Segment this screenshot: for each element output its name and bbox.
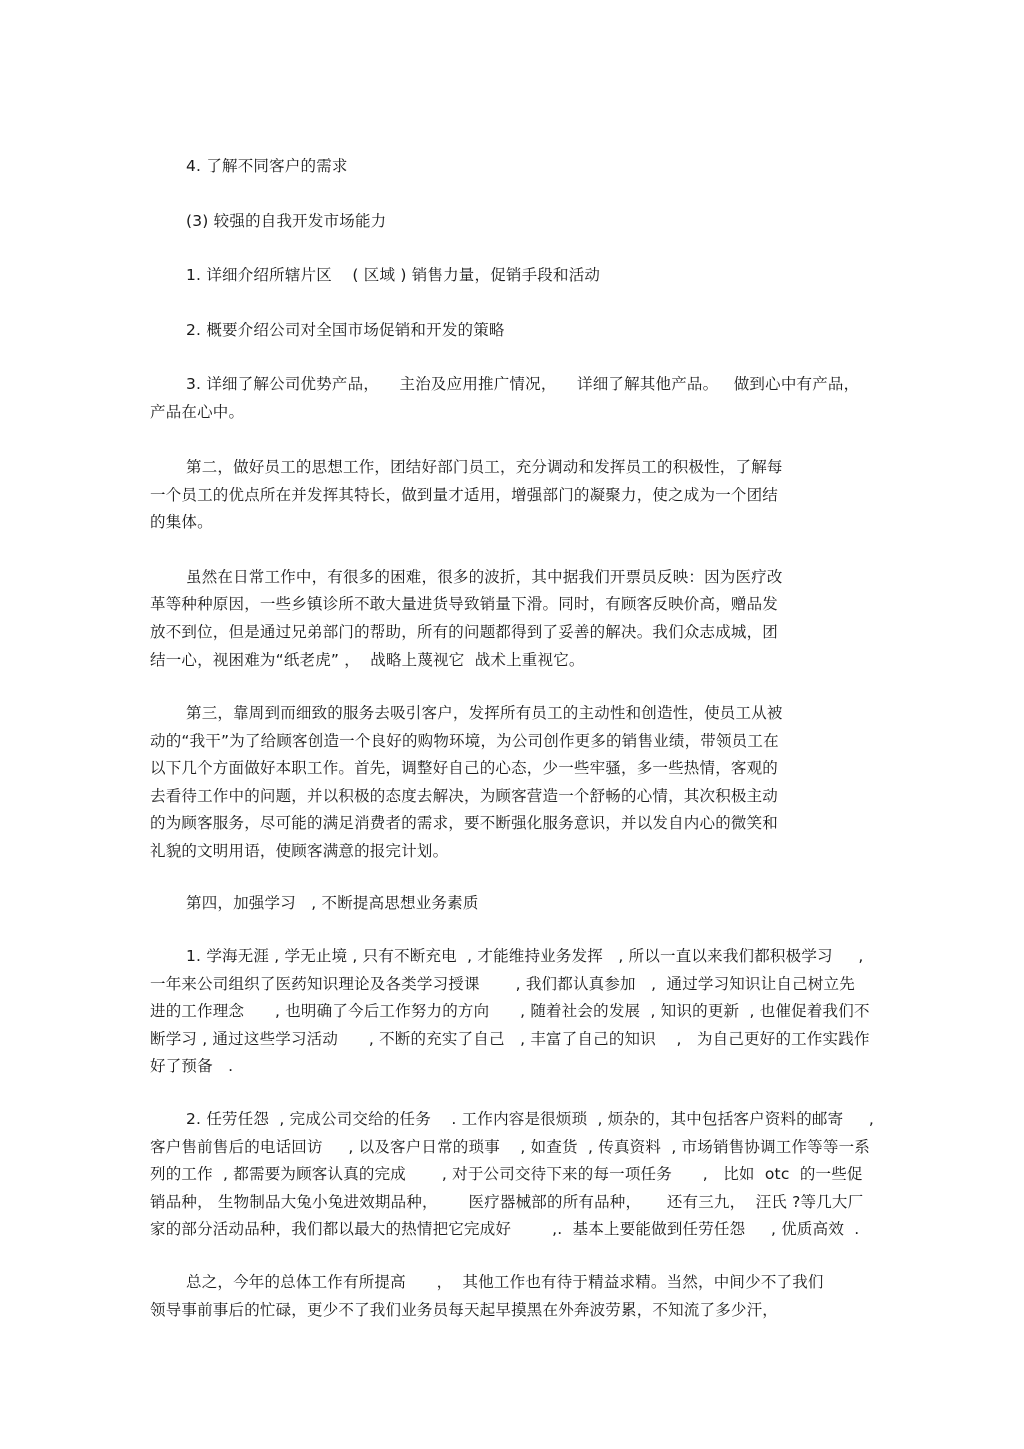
- paragraph-line: 的为顾客服务，尽可能的满足消费者的需求，要不断强化服务意识，并以发自内心的微笑和: [150, 814, 779, 832]
- paragraph-line: 第三，靠周到而细致的服务去吸引客户，发挥所有员工的主动性和创造性，使员工从被: [186, 704, 783, 722]
- paragraph-line: 客户售前售后的电话回访 , 以及客户日常的琐事 , 如查货 , 传真资料 , 市场销售协调工作等等一系: [150, 1138, 870, 1156]
- paragraph-line: 革等种种原因，一些乡镇诊所不敢大量进货导致销量下滑。同时，有顾客反映价高，赠品发: [150, 595, 779, 613]
- paragraph-line: 一年来公司组织了医药知识理论及各类学习授课 , 我们都认真参加 , 通过学习知识让自己树立先: [150, 975, 855, 993]
- paragraph-line: 总之，今年的总体工作有所提高 ， 其他工作也有待于精益求精。当然，中间少不了我们: [186, 1273, 824, 1291]
- section-heading-study: 第四，加强学习 , 不断提高思想业务素质: [186, 894, 479, 912]
- paragraph-line: 第二，做好员工的思想工作，团结好部门员工，充分调动和发挥员工的积极性，了解每: [186, 458, 783, 476]
- paragraph-line: 3. 详细了解公司优势产品， 主治及应用推广情况， 详细了解其他产品。 做到心中有产品，: [186, 375, 860, 393]
- paragraph-line: 去看待工作中的问题，并以积极的态度去解决，为顾客营造一个舒畅的心情，其次积极主动: [150, 787, 779, 805]
- section-heading-market-ability: (3) 较强的自我开发市场能力: [186, 212, 387, 230]
- paragraph-line: 产品在心中。: [150, 403, 245, 421]
- paragraph-line: 销品种， 生物制品大兔小兔进效期品种， 医疗器械部的所有品种， 还有三九， 汪氏 ?等几大厂: [150, 1193, 864, 1211]
- paragraph-line: 家的部分活动品种，我们都以最大的热情把它完成好 ,. 基本上要能做到任劳任怨 , 优质高效 .: [150, 1220, 860, 1238]
- paragraph-line: 放不到位，但是通过兄弟部门的帮助，所有的问题都得到了妥善的解决。我们众志成城，团: [150, 623, 779, 641]
- paragraph-line: 领导事前事后的忙碌，更少不了我们业务员每天起早摸黑在外奔波劳累，不知流了多少汗，: [150, 1301, 779, 1319]
- paragraph-line: 的集体。: [150, 513, 213, 531]
- paragraph-line: 列的工作 , 都需要为顾客认真的完成 , 对于公司交待下来的每一项任务 , 比如 otc 的一些促: [150, 1165, 863, 1183]
- paragraph-line: 虽然在日常工作中，有很多的困难，很多的波折，其中据我们开票员反映：因为医疗改: [186, 568, 783, 586]
- paragraph-line: 结一心，视困难为“纸老虎” ， 战略上蔑视它 战术上重视它。: [150, 651, 585, 669]
- list-item-strategy: 2. 概要介绍公司对全国市场促销和开发的策略: [186, 321, 505, 339]
- list-item-sales-force: 1. 详细介绍所辖片区 ( 区域 ) 销售力量，促销手段和活动: [186, 266, 601, 284]
- paragraph-line: 动的“我干”为了给顾客创造一个良好的购物环境，为公司创作更多的销售业绩，带领员工在: [150, 732, 779, 750]
- paragraph-line: 进的工作理念 , 也明确了今后工作努力的方向 , 随着社会的发展 , 知识的更新 , 也催促着我们不: [150, 1002, 870, 1020]
- list-item-understand-needs: 4. 了解不同客户的需求: [186, 157, 348, 175]
- paragraph-line: 1. 学海无涯 , 学无止境 , 只有不断充电 , 才能维持业务发挥 , 所以一直以来我们都积极学习 ,: [186, 947, 864, 965]
- paragraph-line: 好了预备 .: [150, 1057, 234, 1075]
- paragraph-line: 一个员工的优点所在并发挥其特长，做到量才适用，增强部门的凝聚力，使之成为一个团结: [150, 486, 779, 504]
- paragraph-line: 2. 任劳任怨 , 完成公司交给的任务 . 工作内容是很烦琐 , 烦杂的，其中包括客户资料的邮寄 ,: [186, 1110, 875, 1128]
- paragraph-line: 以下几个方面做好本职工作。首先，调整好自己的心态，少一些牢骚，多一些热情，客观的: [150, 759, 779, 777]
- paragraph-line: 断学习 , 通过这些学习活动 , 不断的充实了自己 , 丰富了自己的知识 , 为自己更好的工作实践作: [150, 1030, 870, 1048]
- paragraph-line: 礼貌的文明用语，使顾客满意的报完计划。: [150, 842, 449, 860]
